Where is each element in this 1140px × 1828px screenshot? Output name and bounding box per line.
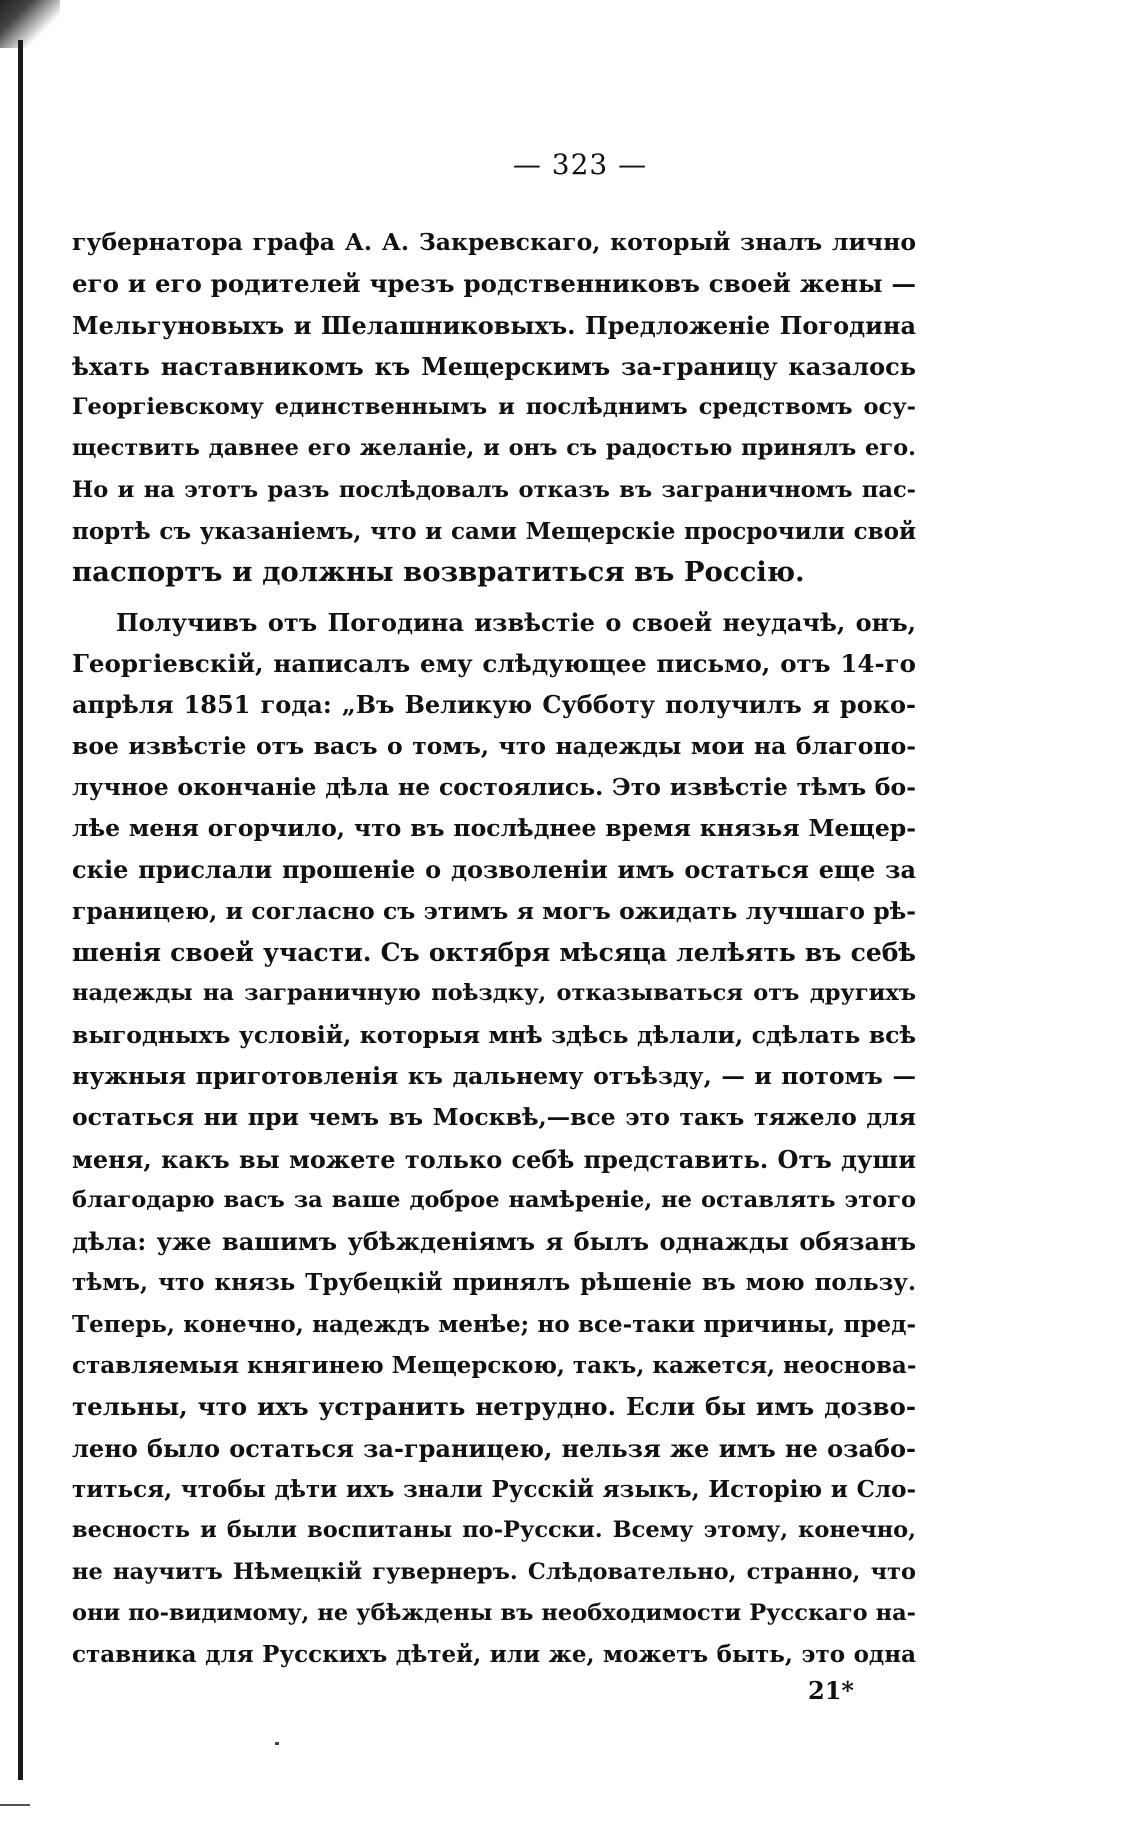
text-line: ѣхать наставникомъ къ Мещерскимъ за-границу казалось — [72, 351, 916, 381]
text-line: они по-видимому, не убѣждены въ необходимости Русскаго на- — [72, 1599, 916, 1626]
text-line: лено было остаться за-границею, нельзя же имъ не озабо- — [72, 1433, 916, 1463]
text-line: границею, и согласно съ этимъ я могъ ожидать лучшаго рѣ- — [72, 896, 916, 925]
text-line: его и его родителей чрезъ родственниковъ своей жены — — [72, 269, 916, 299]
text-line: ществить давнее его желаніе, и онъ съ радостью принялъ его. — [72, 435, 916, 462]
body-text — [72, 222, 916, 1675]
text-line: Георгіевскому единственнымъ и послѣднимъ средствомъ осу- — [72, 394, 916, 421]
text-line: не научитъ Нѣмецкій гувернеръ. Слѣдовательно, странно, что — [72, 1558, 916, 1585]
text-line: титься, чтобы дѣти ихъ знали Русскій языкъ, Исторію и Сло- — [72, 1475, 916, 1503]
text-line: нужныя приготовленія къ дальнему отъѣзду, — и потомъ — — [72, 1061, 916, 1090]
text-line: лѣе меня огорчило, что въ послѣднее время князья Мещер- — [72, 814, 916, 843]
text-line: дѣла: уже вашимъ убѣжденіямъ я былъ однажды обязанъ — [72, 1227, 916, 1257]
page-number: — 323 — — [512, 148, 648, 181]
signature-mark: 21* — [808, 1676, 854, 1705]
text-line: благодарю васъ за ваше доброе намѣреніе, не оставлять этого — [72, 1186, 916, 1213]
text-line: апрѣля 1851 года: „Въ Великую Субботу получилъ я роко- — [72, 690, 916, 720]
scan-speck — [275, 1742, 279, 1745]
text-line: Мельгуновыхъ и Шелашниковыхъ. Предложеніе Погодина — [72, 310, 916, 340]
scan-shadow-left — [18, 40, 23, 1780]
text-line: лучное окончаніе дѣла не состоялись. Это извѣстіе тѣмъ бо- — [72, 772, 916, 801]
text-line: скіе прислали прошеніе о дозволеніи имъ остаться еще за — [72, 855, 916, 885]
text-line: ставника для Русскихъ дѣтей, или же, можетъ быть, это одна — [72, 1641, 916, 1669]
scan-shadow-bottom — [0, 1804, 30, 1806]
paragraph-2 — [72, 602, 916, 1676]
text-line: меня, какъ вы можете только себѣ представить. Отъ души — [72, 1144, 916, 1174]
text-line: Теперь, конечно, надеждъ менѣе; но все-таки причины, пред- — [72, 1310, 916, 1338]
text-line: надежды на заграничную поѣздку, отказываться отъ другихъ — [72, 980, 916, 1007]
text-line: вое извѣстіе отъ васъ о томъ, что надежды мои на благопо- — [72, 731, 916, 760]
text-line: портѣ съ указаніемъ, что и сами Мещерскіе просрочили свой — [72, 518, 916, 546]
text-line: выгодныхъ условій, которыя мнѣ здѣсь дѣлали, сдѣлать всѣ — [72, 1020, 916, 1049]
text-line: Георгіевскій, написалъ ему слѣдующее письмо, отъ 14-го — [72, 648, 916, 678]
text-line: тѣмъ, что князь Трубецкій принялъ рѣшеніе въ мою пользу. — [72, 1269, 916, 1297]
text-line: губернатора графа А. А. Закревскаго, который зналъ лично — [72, 228, 916, 256]
text-line: остаться ни при чемъ въ Москвѣ,—все это такъ тяжело для — [72, 1103, 916, 1132]
text-line: Получивъ отъ Погодина извѣстіе о своей неудачѣ, онъ, — [116, 607, 916, 637]
text-line: шенія своей участи. Съ октября мѣсяца лелѣять въ себѣ — [72, 938, 916, 968]
text-line: Но и на этотъ разъ послѣдовалъ отказъ въ заграничномъ пас- — [72, 476, 916, 503]
text-line: ставляемыя княгинею Мещерскою, такъ, кажется, неоснова- — [72, 1352, 916, 1380]
text-line: паспортъ и должны возвратиться въ Россію. — [72, 556, 805, 589]
scan-shadow-top — [0, 0, 60, 48]
text-line: тельны, что ихъ устранить нетрудно. Если бы имъ дозво- — [72, 1392, 916, 1422]
paragraph-1 — [72, 222, 916, 594]
text-line: весность и были воспитаны по-Русски. Всему этому, конечно, — [72, 1517, 916, 1544]
